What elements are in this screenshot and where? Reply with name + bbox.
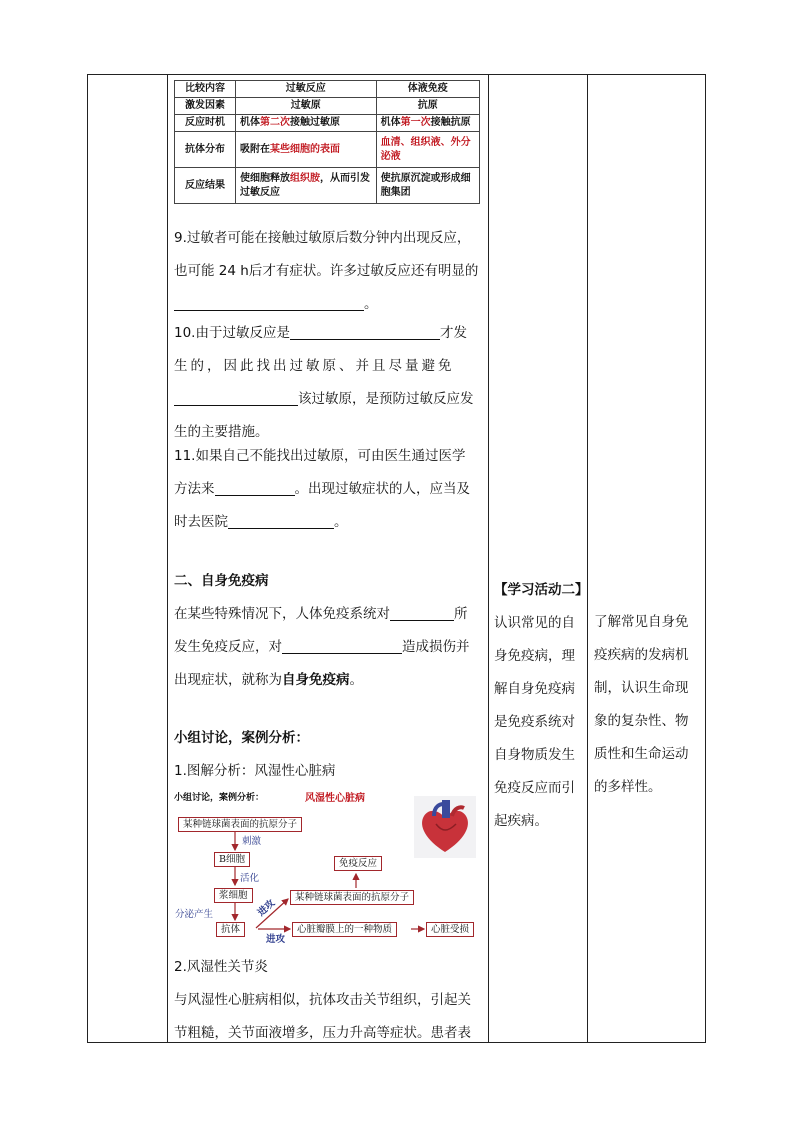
activity-line: 认识常见的自 bbox=[494, 615, 575, 631]
text-line bbox=[174, 383, 486, 416]
table-cell: 体液免疫 bbox=[376, 81, 479, 98]
text-fragment: 在某些特殊情况下，人体免疫系统对 bbox=[174, 606, 390, 622]
table-cell: 抗体分布 bbox=[175, 132, 236, 168]
cell-text: 接触过敏原 bbox=[290, 117, 340, 128]
label-activate: 活化 bbox=[240, 873, 260, 884]
learning-goal bbox=[594, 606, 706, 804]
goal-line: 疫疾病的发病机 bbox=[594, 647, 689, 663]
text-fragment: 。 bbox=[334, 514, 348, 530]
text-line: 与风湿性心脏病相似，抗体攻击关节组织，引起关 bbox=[174, 992, 471, 1008]
fill-blank[interactable] bbox=[174, 294, 364, 311]
box-heart-damage: 心脏受损 bbox=[426, 922, 474, 937]
column-divider bbox=[488, 74, 489, 1043]
activity-line: 解自身免疫病 bbox=[494, 681, 575, 697]
text-fragment: 时去医院 bbox=[174, 514, 228, 530]
text-fragment: 出现症状，就称为 bbox=[174, 672, 282, 688]
box-streptococcus-antigen: 某种链球菌表面的抗原分子 bbox=[290, 890, 414, 905]
cell-text: 机体 bbox=[380, 117, 401, 128]
text-fragment: 发生免疫反应，对 bbox=[174, 639, 282, 655]
box-heart-valve-substance: 心脏瓣膜上的一种物质 bbox=[292, 922, 397, 937]
activity-line: 是免疫系统对 bbox=[494, 714, 575, 730]
column-divider bbox=[587, 74, 588, 1043]
activity-line: 起疾病。 bbox=[494, 813, 548, 829]
box-b-cell: B细胞 bbox=[214, 852, 250, 867]
cell-text: 吸附在 bbox=[240, 143, 270, 155]
table-cell bbox=[236, 132, 377, 168]
cell-text: ，从而引发过敏反应 bbox=[240, 172, 370, 198]
fill-blank[interactable] bbox=[282, 637, 402, 654]
column-divider bbox=[167, 74, 168, 1043]
text-line bbox=[174, 506, 486, 539]
text-line: 生的主要措施。 bbox=[174, 424, 269, 440]
highlight-text: 组织胺 bbox=[290, 172, 320, 184]
text-line bbox=[174, 473, 486, 506]
fill-blank[interactable] bbox=[290, 323, 440, 340]
table-row bbox=[175, 115, 480, 132]
text-line bbox=[174, 631, 486, 664]
comparison-table bbox=[174, 80, 480, 204]
goal-line: 制，认识生命现 bbox=[594, 680, 689, 696]
text-line bbox=[174, 664, 486, 697]
cell-text: 机体 bbox=[240, 117, 260, 128]
fill-blank[interactable] bbox=[390, 604, 454, 621]
table-row bbox=[175, 168, 480, 204]
text-fragment: 造成损伤并 bbox=[402, 639, 470, 655]
box-antigen-molecule: 某种链球菌表面的抗原分子 bbox=[178, 817, 302, 832]
activity-title: 【学习活动二】 bbox=[494, 582, 589, 598]
discussion-heading: 小组讨论，案例分析： bbox=[174, 730, 309, 746]
question-9 bbox=[174, 222, 486, 321]
text-fragment: 所 bbox=[454, 606, 468, 622]
table-row bbox=[175, 98, 480, 115]
table-cell: 过敏反应 bbox=[236, 81, 377, 98]
text-line: 也可能 24 h后才有症状。许多过敏反应还有明显的 bbox=[174, 263, 479, 279]
cell-text: 接触抗原 bbox=[430, 117, 471, 128]
text-fragment: 10.由于过敏反应是 bbox=[174, 325, 290, 341]
diagram-title: 小组讨论，案例分析： bbox=[174, 793, 265, 803]
text-fragment: 该过敏原，是预防过敏反应发 bbox=[298, 391, 474, 407]
section-heading: 二、自身免疫病 bbox=[174, 573, 269, 589]
label-stimulate: 刺激 bbox=[242, 836, 262, 847]
highlight-text: 第二次 bbox=[260, 117, 290, 128]
text-line: 11.如果自己不能找出过敏原，可由医生通过医学 bbox=[174, 448, 466, 464]
group-discussion bbox=[174, 722, 486, 788]
goal-line: 的多样性。 bbox=[594, 779, 662, 795]
diagram-subtitle: 风湿性心脏病 bbox=[305, 793, 365, 804]
table-cell bbox=[236, 115, 377, 132]
text-fragment: 。出现过敏症状的人，应当及 bbox=[294, 481, 470, 497]
text-fragment: 。 bbox=[364, 296, 378, 312]
goal-line: 了解常见自身免 bbox=[594, 614, 689, 630]
section-autoimmune bbox=[174, 565, 486, 697]
text-fragment: 。 bbox=[349, 672, 363, 688]
label-attack: 进攻 bbox=[266, 934, 286, 945]
label-attack: 进攻 bbox=[255, 897, 278, 919]
label-secrete: 分泌产生 bbox=[175, 909, 214, 920]
table-cell bbox=[376, 115, 479, 132]
cell-text: 使细胞释放 bbox=[240, 172, 290, 184]
text-fragment: 方法来 bbox=[174, 481, 215, 497]
highlight-text: 血清、组织液、外分泌液 bbox=[380, 136, 471, 162]
text-line: 9.过敏者可能在接触过敏原后数分钟内出现反应， bbox=[174, 230, 471, 246]
table-cell bbox=[236, 168, 377, 204]
activity-line: 自身物质发生 bbox=[494, 747, 575, 763]
fill-blank[interactable] bbox=[215, 479, 295, 496]
question-11 bbox=[174, 440, 486, 539]
box-plasma-cell: 浆细胞 bbox=[214, 888, 253, 903]
table-cell bbox=[376, 132, 479, 168]
heart-image bbox=[414, 796, 476, 858]
key-term: 自身免疫病 bbox=[282, 672, 350, 688]
learning-activity bbox=[494, 574, 592, 838]
fill-blank[interactable] bbox=[228, 512, 334, 529]
table-cell: 过敏原 bbox=[236, 98, 377, 115]
activity-line: 身免疫病，理 bbox=[494, 648, 575, 664]
box-immune-response: 免疫反应 bbox=[334, 856, 382, 871]
table-cell: 反应结果 bbox=[175, 168, 236, 204]
text-fragment: 才发 bbox=[439, 325, 467, 341]
text-line bbox=[174, 317, 486, 350]
table-cell: 使抗原沉淀或形成细胞集团 bbox=[376, 168, 479, 204]
fill-blank[interactable] bbox=[174, 389, 298, 406]
table-row bbox=[175, 81, 480, 98]
goal-line: 质性和生命运动 bbox=[594, 746, 689, 762]
case-title: 1.图解分析：风湿性心脏病 bbox=[174, 763, 336, 779]
case-title: 2.风湿性关节炎 bbox=[174, 959, 268, 975]
text-line: 生的，因此找出过敏原、并且尽量避免 bbox=[174, 358, 455, 374]
table-cell: 抗原 bbox=[376, 98, 479, 115]
table-cell: 比较内容 bbox=[175, 81, 236, 98]
text-line: 节粗糙，关节面液增多，压力升高等症状。患者表 bbox=[174, 1025, 471, 1041]
goal-line: 象的复杂性、物 bbox=[594, 713, 689, 729]
table-cell: 反应时机 bbox=[175, 115, 236, 132]
table-row bbox=[175, 132, 480, 168]
table-cell: 激发因素 bbox=[175, 98, 236, 115]
rheumatic-heart-disease-diagram bbox=[174, 788, 484, 945]
text-line bbox=[174, 598, 486, 631]
box-antibody: 抗体 bbox=[216, 922, 245, 937]
highlight-text: 第一次 bbox=[400, 117, 431, 128]
case-rheumatoid-arthritis bbox=[174, 951, 486, 1050]
question-10 bbox=[174, 317, 486, 449]
activity-line: 免疫反应而引 bbox=[494, 780, 575, 796]
highlight-text: 某些细胞的表面 bbox=[270, 143, 340, 155]
